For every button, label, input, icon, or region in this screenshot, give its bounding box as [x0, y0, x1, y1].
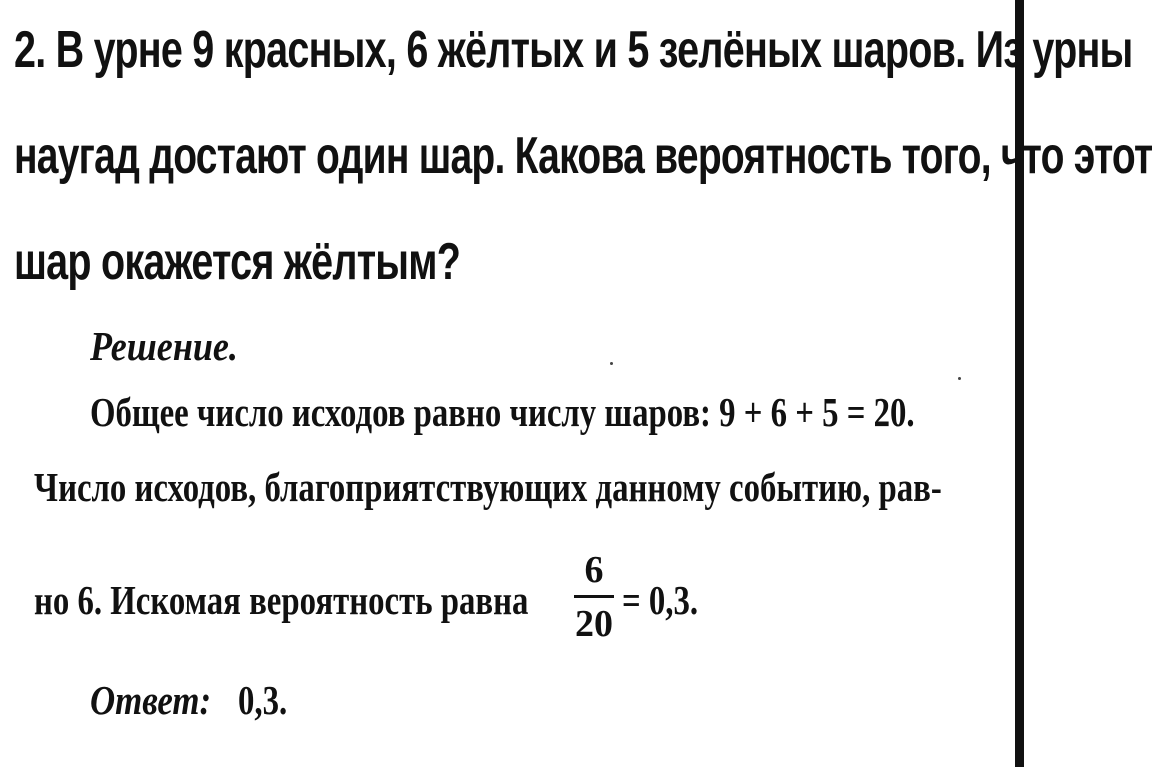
solution-line-1: Общее число исходов равно числу шаров: 9 + 6 + 5 = 20.	[90, 389, 915, 435]
problem-line-1: 2. В урне 9 красных, 6 жёлтых и 5 зелёных шаров. Из урны	[14, 21, 1133, 79]
scan-speck	[610, 362, 613, 365]
solution-line-3-prefix: но 6. Искомая вероятность равна	[34, 577, 529, 623]
fraction-numerator: 6	[584, 549, 604, 591]
solution-line-2: Число исходов, благоприятствующих данному событию, рав-	[34, 464, 942, 510]
page-border	[1015, 0, 1024, 767]
solution-line-3-suffix: = 0,3.	[622, 577, 699, 623]
probability-fraction	[571, 548, 617, 658]
answer-label: Ответ:	[90, 677, 212, 723]
fraction-bar	[574, 595, 614, 598]
solution-heading: Решение.	[90, 323, 238, 369]
scan-speck	[958, 377, 961, 380]
problem-line-3: шар окажется жёлтым?	[14, 233, 461, 291]
fraction-denominator: 20	[575, 603, 613, 645]
answer-value: 0,3.	[238, 677, 288, 723]
problem-line-2: наугад достают один шар. Какова вероятность того, что этот	[14, 127, 1152, 185]
